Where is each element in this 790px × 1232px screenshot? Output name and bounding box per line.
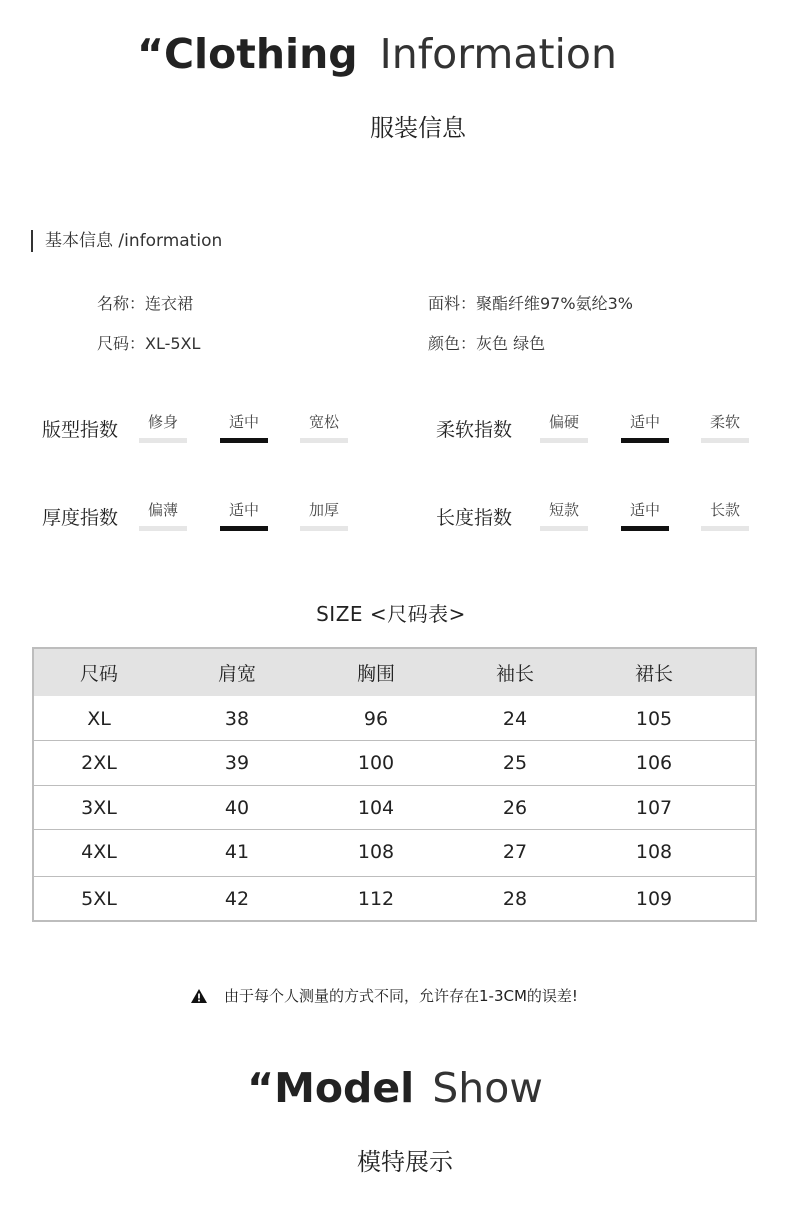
index-bar: [701, 438, 749, 443]
index-option-selected: [220, 411, 268, 443]
title-bold-word: Model: [274, 1064, 415, 1112]
title-light-word: Information: [379, 30, 617, 78]
table-cell: 96: [363, 707, 389, 730]
table-cell: 100: [357, 752, 395, 774]
table-row: [34, 740, 755, 785]
index-option-label: 加厚: [308, 501, 339, 519]
table-cell: 2XL: [81, 752, 117, 774]
index-option: [300, 499, 348, 531]
index-bar-selected: [621, 526, 669, 531]
table-header-cell: 袖长: [495, 663, 534, 685]
index-option: [701, 411, 749, 443]
table-cell: 42: [224, 888, 250, 910]
measurement-note: [190, 985, 578, 1006]
table-cell: 108: [635, 841, 673, 863]
index-bar-selected: [220, 526, 268, 531]
index-bar: [139, 438, 187, 443]
index-option-label: 适中: [629, 413, 660, 431]
info-size: 尺码：XL-5XL: [97, 334, 201, 353]
index-label-thickness: 厚度指数: [42, 507, 119, 529]
table-cell: 25: [502, 752, 528, 774]
table-header-cell: 裙长: [634, 663, 673, 685]
info-material: 面料：聚酯纤维97%氨纶3%: [428, 294, 633, 313]
index-option: [701, 499, 749, 531]
table-row: [34, 696, 755, 741]
index-option-selected: [621, 499, 669, 531]
table-header-row: [34, 649, 755, 696]
index-label-fit: 版型指数: [42, 419, 119, 441]
index-option-label: 短款: [548, 501, 579, 519]
index-option-label: 偏硬: [548, 413, 579, 431]
index-option-label: 适中: [629, 501, 660, 519]
index-option: [139, 411, 187, 443]
index-bar: [300, 438, 348, 443]
index-option: [540, 411, 588, 443]
table-cell: 24: [502, 707, 528, 730]
index-option: [300, 411, 348, 443]
clothing-info-subtitle: 服装信息: [370, 114, 466, 142]
table-header-cell: 尺码: [79, 663, 118, 685]
info-name: 名称：连衣裙: [97, 294, 194, 313]
table-cell: 106: [635, 752, 673, 774]
index-bar: [540, 438, 588, 443]
index-option: [540, 499, 588, 531]
index-option-label: 适中: [228, 413, 259, 431]
index-option-label: 适中: [228, 501, 259, 519]
index-option-selected: [220, 499, 268, 531]
note-text: 由于每个人测量的方式不同，允许存在1-3CM的误差!: [224, 987, 578, 1005]
basic-info-heading: 基本信息 /information: [31, 230, 222, 252]
table-header-cell: 胸围: [356, 663, 395, 685]
table-header-cell: 肩宽: [217, 663, 256, 685]
table-cell: 109: [635, 888, 673, 910]
index-option-selected: [621, 411, 669, 443]
warning-icon: [190, 988, 208, 1004]
index-bar-selected: [621, 438, 669, 443]
table-row: [34, 876, 755, 921]
model-show-subtitle: 模特展示: [357, 1148, 453, 1176]
table-cell: XL: [87, 707, 111, 730]
index-bar: [139, 526, 187, 531]
table-cell: 108: [357, 841, 395, 863]
quote-mark: “: [247, 1064, 275, 1112]
model-show-title: [0, 1064, 790, 1112]
table-cell: 112: [357, 888, 395, 910]
index-bar: [300, 526, 348, 531]
index-option-label: 偏薄: [147, 501, 178, 519]
title-bold-word: Clothing: [163, 30, 358, 78]
title-light-word: Show: [432, 1064, 543, 1112]
index-option-label: 长款: [709, 501, 740, 519]
size-table-title: SIZE <尺码表>: [316, 602, 466, 626]
table-cell: 38: [224, 707, 250, 730]
table-cell: 40: [224, 797, 250, 819]
info-color: 颜色：灰色 绿色: [428, 334, 546, 353]
index-option-label: 修身: [147, 413, 178, 431]
index-option: [139, 499, 187, 531]
size-table: [32, 647, 757, 922]
table-cell: 4XL: [81, 841, 117, 863]
index-option-label: 宽松: [308, 413, 339, 431]
clothing-info-title: [0, 30, 790, 78]
table-cell: 107: [635, 797, 673, 819]
index-option-label: 柔软: [709, 413, 740, 431]
table-cell: 3XL: [81, 797, 117, 819]
table-row: [34, 829, 755, 874]
table-cell: 39: [224, 752, 250, 774]
index-bar: [540, 526, 588, 531]
table-cell: 28: [502, 888, 528, 910]
table-cell: 104: [357, 797, 395, 819]
table-cell: 5XL: [81, 888, 117, 910]
table-cell: 27: [502, 841, 528, 863]
table-cell: 26: [502, 797, 528, 819]
quote-mark: “: [137, 30, 164, 78]
table-cell: 105: [635, 707, 673, 730]
index-label-length: 长度指数: [436, 507, 513, 529]
index-bar: [701, 526, 749, 531]
table-row: [34, 785, 755, 830]
index-bar-selected: [220, 438, 268, 443]
table-cell: 41: [224, 841, 250, 863]
index-label-softness: 柔软指数: [436, 419, 513, 441]
